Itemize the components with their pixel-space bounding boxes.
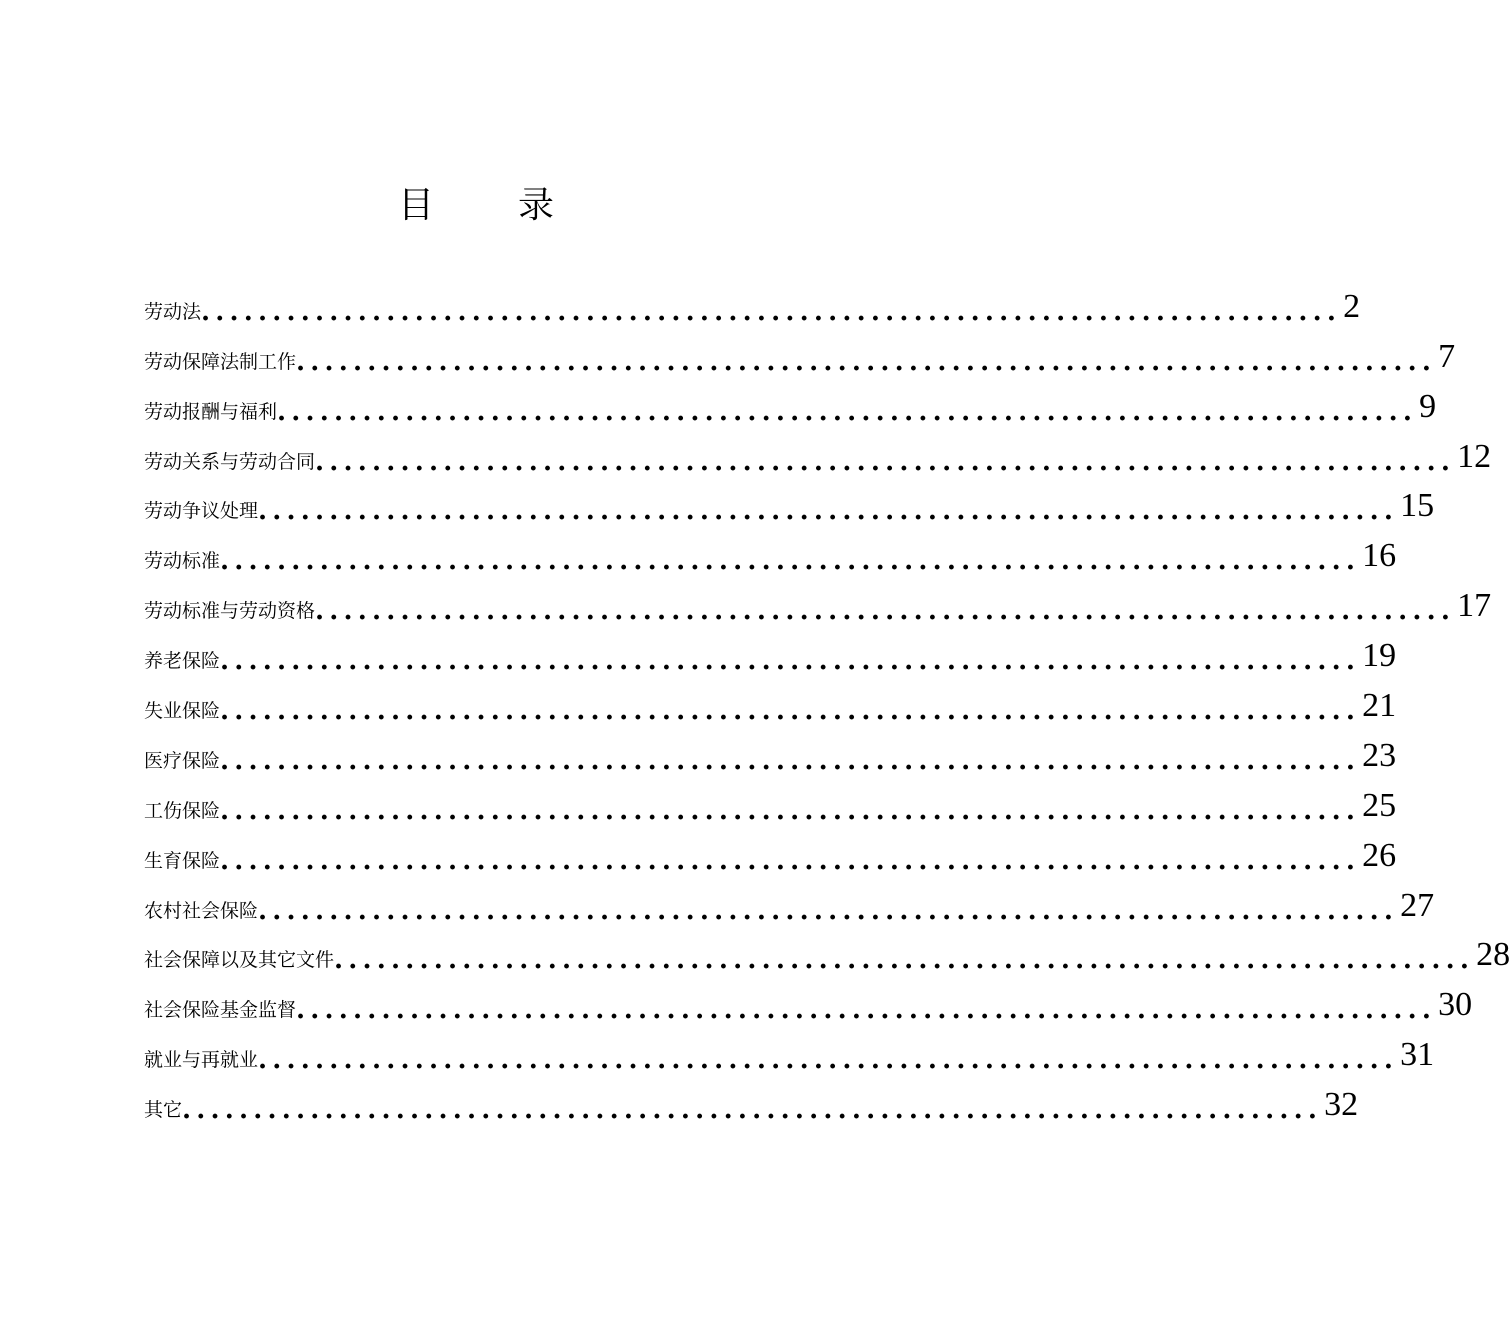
toc-dot-leader: ................................................................................ <box>220 696 1361 727</box>
toc-entry-label: 劳动标准与劳动资格 <box>144 600 316 623</box>
toc-entry-label: 工伤保险 <box>144 799 221 822</box>
toc-dot-leader: ................................................................................ <box>277 396 1418 427</box>
toc-entry-page-number: 26 <box>1362 836 1397 874</box>
toc-entry-label: 劳动关系与劳动合同 <box>144 450 316 473</box>
toc-entry-page-number: 23 <box>1362 736 1397 774</box>
toc-entry-page-number: 31 <box>1400 1036 1435 1074</box>
toc-entry-page-number: 21 <box>1362 687 1397 725</box>
toc-entry-page-number: 17 <box>1457 587 1492 625</box>
toc-entry-label: 社会保障以及其它文件 <box>144 949 335 972</box>
toc-entry-label: 其它 <box>144 1099 183 1122</box>
toc-dot-leader: ................................................................................ <box>220 646 1361 677</box>
toc-entry[interactable] <box>144 480 1435 530</box>
toc-entry-label: 劳动保障法制工作 <box>144 350 297 373</box>
toc-entry-label: 劳动标准 <box>144 550 221 573</box>
toc-entry-page-number: 16 <box>1362 537 1397 575</box>
page-title <box>0 178 950 234</box>
toc-entry[interactable] <box>144 430 1492 480</box>
toc-entry-page-number: 19 <box>1362 637 1397 675</box>
toc-entry-page-number: 28 <box>1476 936 1510 974</box>
toc-dot-leader: ................................................................................ <box>258 1045 1399 1076</box>
toc-dot-leader: ................................................................................ <box>258 496 1399 527</box>
toc-dot-leader: ................................................................................ <box>334 945 1475 976</box>
toc-dot-leader: ................................................................................ <box>296 346 1437 377</box>
title-char-1: 目 <box>398 185 435 226</box>
toc-entry[interactable] <box>144 380 1437 430</box>
toc-entry-page-number: 9 <box>1419 387 1437 425</box>
toc-dot-leader: ................................................................................ <box>220 845 1361 876</box>
toc-entry-label: 就业与再就业 <box>144 1049 259 1072</box>
toc-entry[interactable] <box>144 1028 1435 1078</box>
toc-entry-label: 劳动报酬与福利 <box>144 400 278 423</box>
toc-entry-page-number: 27 <box>1400 886 1435 924</box>
table-of-contents <box>144 280 1510 1128</box>
toc-dot-leader: ................................................................................ <box>182 1095 1323 1126</box>
toc-entry[interactable] <box>144 779 1397 829</box>
toc-entry-page-number: 12 <box>1457 437 1492 475</box>
toc-entry[interactable] <box>144 579 1492 629</box>
toc-entry[interactable] <box>144 829 1397 879</box>
toc-entry[interactable] <box>144 330 1456 380</box>
toc-entry-page-number: 30 <box>1438 986 1473 1024</box>
toc-entry-page-number: 25 <box>1362 786 1397 824</box>
toc-dot-leader: ................................................................................ <box>220 745 1361 776</box>
toc-dot-leader: ................................................................................ <box>220 546 1361 577</box>
toc-entry[interactable] <box>144 879 1435 929</box>
toc-entry-label: 社会保险基金监督 <box>144 999 297 1022</box>
toc-entry-label: 医疗保险 <box>144 749 221 772</box>
toc-entry-page-number: 7 <box>1438 337 1456 375</box>
toc-entry-page-number: 2 <box>1343 287 1361 325</box>
toc-entry-page-number: 15 <box>1400 487 1435 525</box>
toc-entry[interactable] <box>144 629 1397 679</box>
toc-dot-leader: ................................................................................ <box>315 596 1456 627</box>
toc-dot-leader: ................................................................................ <box>201 296 1342 327</box>
toc-entry[interactable] <box>144 679 1397 729</box>
toc-entry[interactable] <box>144 280 1361 330</box>
toc-entry[interactable] <box>144 729 1397 779</box>
toc-entry-label: 劳动法 <box>144 300 202 323</box>
toc-entry-label: 劳动争议处理 <box>144 500 259 523</box>
toc-entry[interactable] <box>144 929 1510 979</box>
toc-dot-leader: ................................................................................ <box>315 446 1456 477</box>
toc-entry-label: 养老保险 <box>144 650 221 673</box>
toc-entry[interactable] <box>144 978 1473 1028</box>
title-char-2: 录 <box>518 185 555 226</box>
toc-dot-leader: ................................................................................ <box>296 995 1437 1026</box>
toc-entry-label: 农村社会保险 <box>144 899 259 922</box>
toc-entry[interactable] <box>144 1078 1359 1128</box>
toc-entry-label: 生育保险 <box>144 849 221 872</box>
toc-entry-page-number: 32 <box>1324 1086 1359 1124</box>
toc-entry[interactable] <box>144 529 1397 579</box>
toc-dot-leader: ................................................................................ <box>258 895 1399 926</box>
toc-entry-label: 失业保险 <box>144 700 221 723</box>
toc-dot-leader: ................................................................................ <box>220 795 1361 826</box>
